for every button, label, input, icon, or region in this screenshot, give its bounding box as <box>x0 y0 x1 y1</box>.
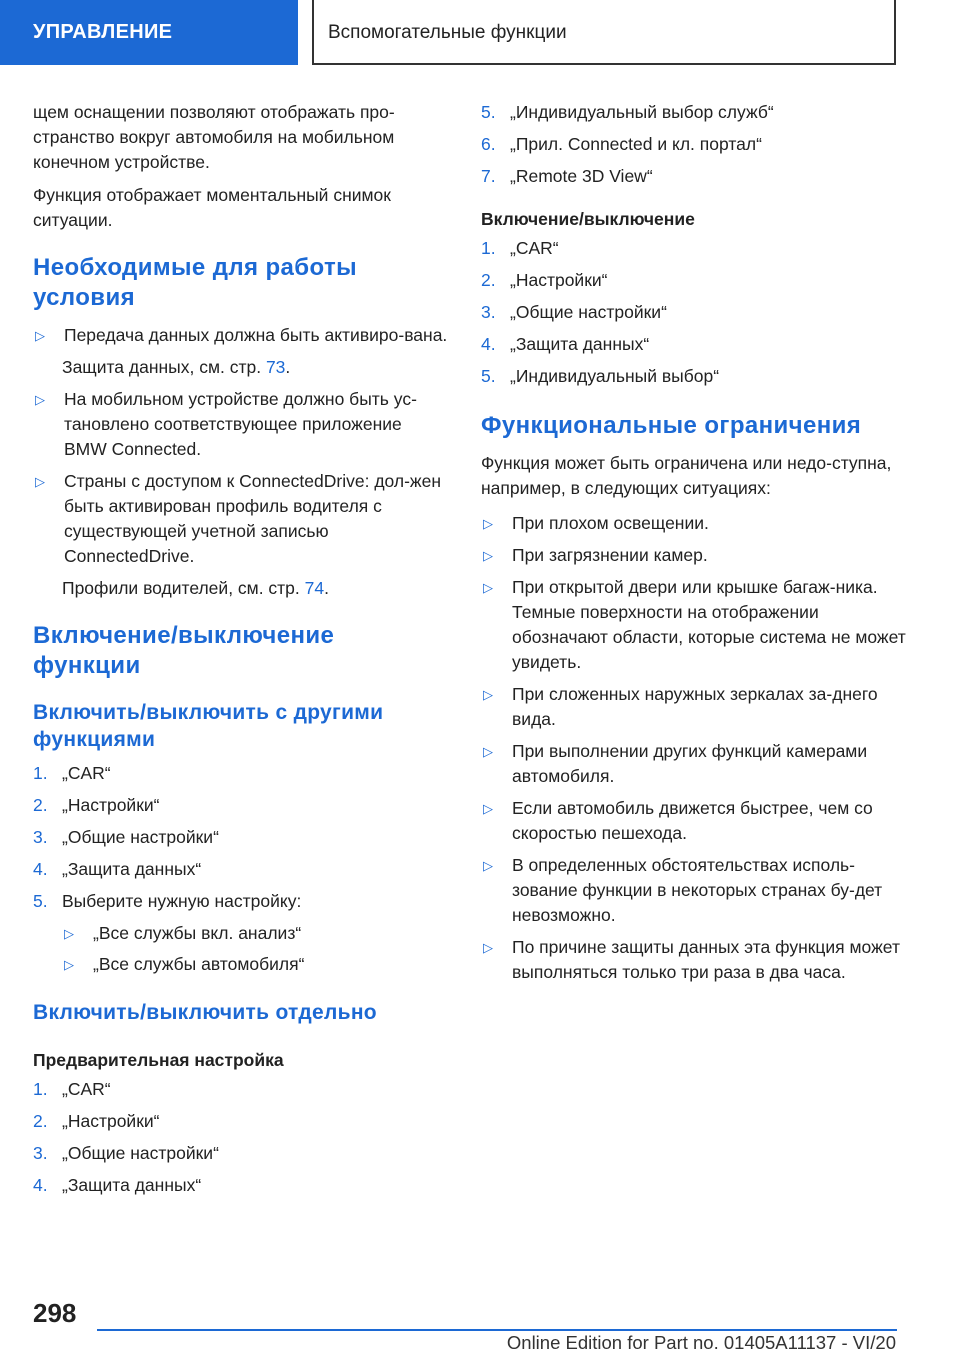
step-text: „Настройки“ <box>510 270 608 290</box>
numbered-step <box>33 889 448 914</box>
heading-separately: Включить/выключить отдельно <box>33 1001 377 1024</box>
triangle-bullet-icon: ▷ <box>483 516 493 531</box>
step-number: 6. <box>481 134 496 154</box>
heading-with-others: Включить/выключить с другими функциями <box>33 701 384 751</box>
bullet-text: По причине защиты данных эта функция может выполняться только три раза в два часа. <box>512 937 900 982</box>
step-text: „Защита данных“ <box>510 334 650 354</box>
step-text: „Защита данных“ <box>62 1175 202 1195</box>
bullet-item <box>62 952 448 977</box>
bullet-text: При загрязнении камер. <box>512 545 708 565</box>
numbered-step <box>481 236 906 261</box>
bullet-item <box>33 387 448 462</box>
bullet-item <box>481 575 906 675</box>
triangle-bullet-icon: ▷ <box>35 392 45 407</box>
step-text: „CAR“ <box>510 238 559 258</box>
step-number: 3. <box>33 827 48 847</box>
step-number: 5. <box>33 891 48 911</box>
bullet-item <box>33 469 448 569</box>
paragraph: Функция отображает моментальный снимок ситуации. <box>33 185 391 230</box>
numbered-step <box>33 761 448 786</box>
cross-reference <box>62 355 448 380</box>
triangle-bullet-icon: ▷ <box>483 580 493 595</box>
step-text: „Настройки“ <box>62 795 160 815</box>
heading-preset: Предварительная настройка <box>33 1050 284 1070</box>
bullet-text: При открытой двери или крышке багаж-ника. Темные поверхности на отображении обозначают области, которые система не может увидеть. <box>512 577 906 672</box>
numbered-step <box>33 857 448 882</box>
step-number: 4. <box>481 334 496 354</box>
step-number: 3. <box>481 302 496 322</box>
numbered-step <box>481 100 906 125</box>
reference-text: Защита данных, см. стр. <box>62 357 266 377</box>
reference-text: . <box>324 578 329 598</box>
triangle-bullet-icon: ▷ <box>64 926 74 941</box>
triangle-bullet-icon: ▷ <box>483 687 493 702</box>
sub-options <box>62 921 448 977</box>
heading-limitations: Функциональные ограничения <box>481 412 862 439</box>
step-number: 1. <box>33 1079 48 1099</box>
step-number: 4. <box>33 859 48 879</box>
numbered-step <box>33 1109 448 1134</box>
triangle-bullet-icon: ▷ <box>64 957 74 972</box>
triangle-bullet-icon: ▷ <box>35 328 45 343</box>
right-column <box>481 100 906 992</box>
step-number: 7. <box>481 166 496 186</box>
bullet-item <box>481 853 906 928</box>
numbered-step <box>481 364 906 389</box>
bullet-item <box>481 796 906 846</box>
left-column <box>33 100 448 1205</box>
step-number: 5. <box>481 366 496 386</box>
step-text: „Индивидуальный выбор“ <box>510 366 720 386</box>
step-number: 1. <box>481 238 496 258</box>
numbered-step <box>481 132 906 157</box>
step-text: Выберите нужную настройку: <box>62 891 302 911</box>
reference-text: Профили водителей, см. стр. <box>62 578 305 598</box>
page-number: 298 <box>33 1298 77 1328</box>
bullet-text: В определенных обстоятельствах исполь-зование функции в некоторых странах бу-дет невозможно. <box>512 855 883 925</box>
triangle-bullet-icon: ▷ <box>483 940 493 955</box>
numbered-step <box>33 1141 448 1166</box>
numbered-step <box>481 268 906 293</box>
step-text: „Общие настройки“ <box>62 827 219 847</box>
bullet-item <box>481 682 906 732</box>
chapter-header <box>312 0 896 65</box>
heading-onoff: Включение/выключение функции <box>33 622 335 679</box>
numbered-step <box>33 1173 448 1198</box>
numbered-step <box>481 164 906 189</box>
bullet-text: На мобильном устройстве должно быть ус-тановлено соответствующее приложение BMW Connected. <box>64 389 417 459</box>
step-number: 2. <box>481 270 496 290</box>
bullet-text: „Все службы автомобиля“ <box>93 954 305 974</box>
cross-reference <box>62 576 448 601</box>
step-number: 4. <box>33 1175 48 1195</box>
paragraph: Функция может быть ограничена или недо-ступна, например, в следующих ситуациях: <box>481 453 892 498</box>
step-text: „Общие настройки“ <box>510 302 667 322</box>
bullet-text: При плохом освещении. <box>512 513 709 533</box>
heading-onoff-right: Включение/выключение <box>481 209 695 229</box>
step-number: 2. <box>33 795 48 815</box>
bullet-text: „Все службы вкл. анализ“ <box>93 923 302 943</box>
triangle-bullet-icon: ▷ <box>483 548 493 563</box>
bullet-text: При выполнении других функций камерами автомобиля. <box>512 741 868 786</box>
numbered-step <box>33 1077 448 1102</box>
bullet-item <box>481 935 906 985</box>
paragraph: щем оснащении позволяют отображать про-странство вокруг автомобиля на мобильном конечном устройстве. <box>33 102 395 172</box>
bullet-item <box>62 921 448 946</box>
reference-text: . <box>285 357 291 377</box>
bullet-item <box>481 739 906 789</box>
step-text: „Общие настройки“ <box>62 1143 219 1163</box>
step-number: 1. <box>33 763 48 783</box>
bullet-text: Если автомобиль движется быстрее, чем со скоростью пешехода. <box>512 798 873 843</box>
bullet-text: Страны с доступом к ConnectedDrive: дол-жен быть активирован профиль водителя с существующей учетной записью ConnectedDrive. <box>64 471 442 566</box>
step-number: 2. <box>33 1111 48 1131</box>
numbered-step <box>33 793 448 818</box>
section-title: УПРАВЛЕНИЕ <box>33 21 173 43</box>
bullet-text: При сложенных наружных зеркалах за-днего вида. <box>512 684 878 729</box>
section-tab <box>0 0 298 65</box>
footer-divider <box>97 1329 897 1331</box>
step-text: „Индивидуальный выбор служб“ <box>510 102 774 122</box>
bullet-item <box>481 511 906 536</box>
page-link[interactable]: 74 <box>304 578 325 598</box>
step-text: „Защита данных“ <box>62 859 202 879</box>
bullet-item <box>33 323 448 348</box>
triangle-bullet-icon: ▷ <box>35 474 45 489</box>
chapter-title: Вспомогательные функции <box>328 21 567 43</box>
step-number: 5. <box>481 102 496 122</box>
triangle-bullet-icon: ▷ <box>483 858 493 873</box>
step-text: „Remote 3D View“ <box>510 166 653 186</box>
step-text: „Прил. Connected и кл. портал“ <box>510 134 762 154</box>
bullet-text: Передача данных должна быть активиро-вана. <box>64 325 448 345</box>
step-text: „CAR“ <box>62 763 111 783</box>
step-number: 3. <box>33 1143 48 1163</box>
heading-requirements: Необходимые для работы условия <box>33 254 358 311</box>
bullet-item <box>481 543 906 568</box>
step-text: „Настройки“ <box>62 1111 160 1131</box>
footer-edition: Online Edition for Part no. 01405A11137 - VI/20 <box>506 1332 896 1353</box>
page-link[interactable]: 73 <box>265 357 286 377</box>
step-text: „CAR“ <box>62 1079 111 1099</box>
triangle-bullet-icon: ▷ <box>483 801 493 816</box>
numbered-step <box>33 825 448 850</box>
numbered-step <box>481 332 906 357</box>
triangle-bullet-icon: ▷ <box>483 744 493 759</box>
numbered-step <box>481 300 906 325</box>
